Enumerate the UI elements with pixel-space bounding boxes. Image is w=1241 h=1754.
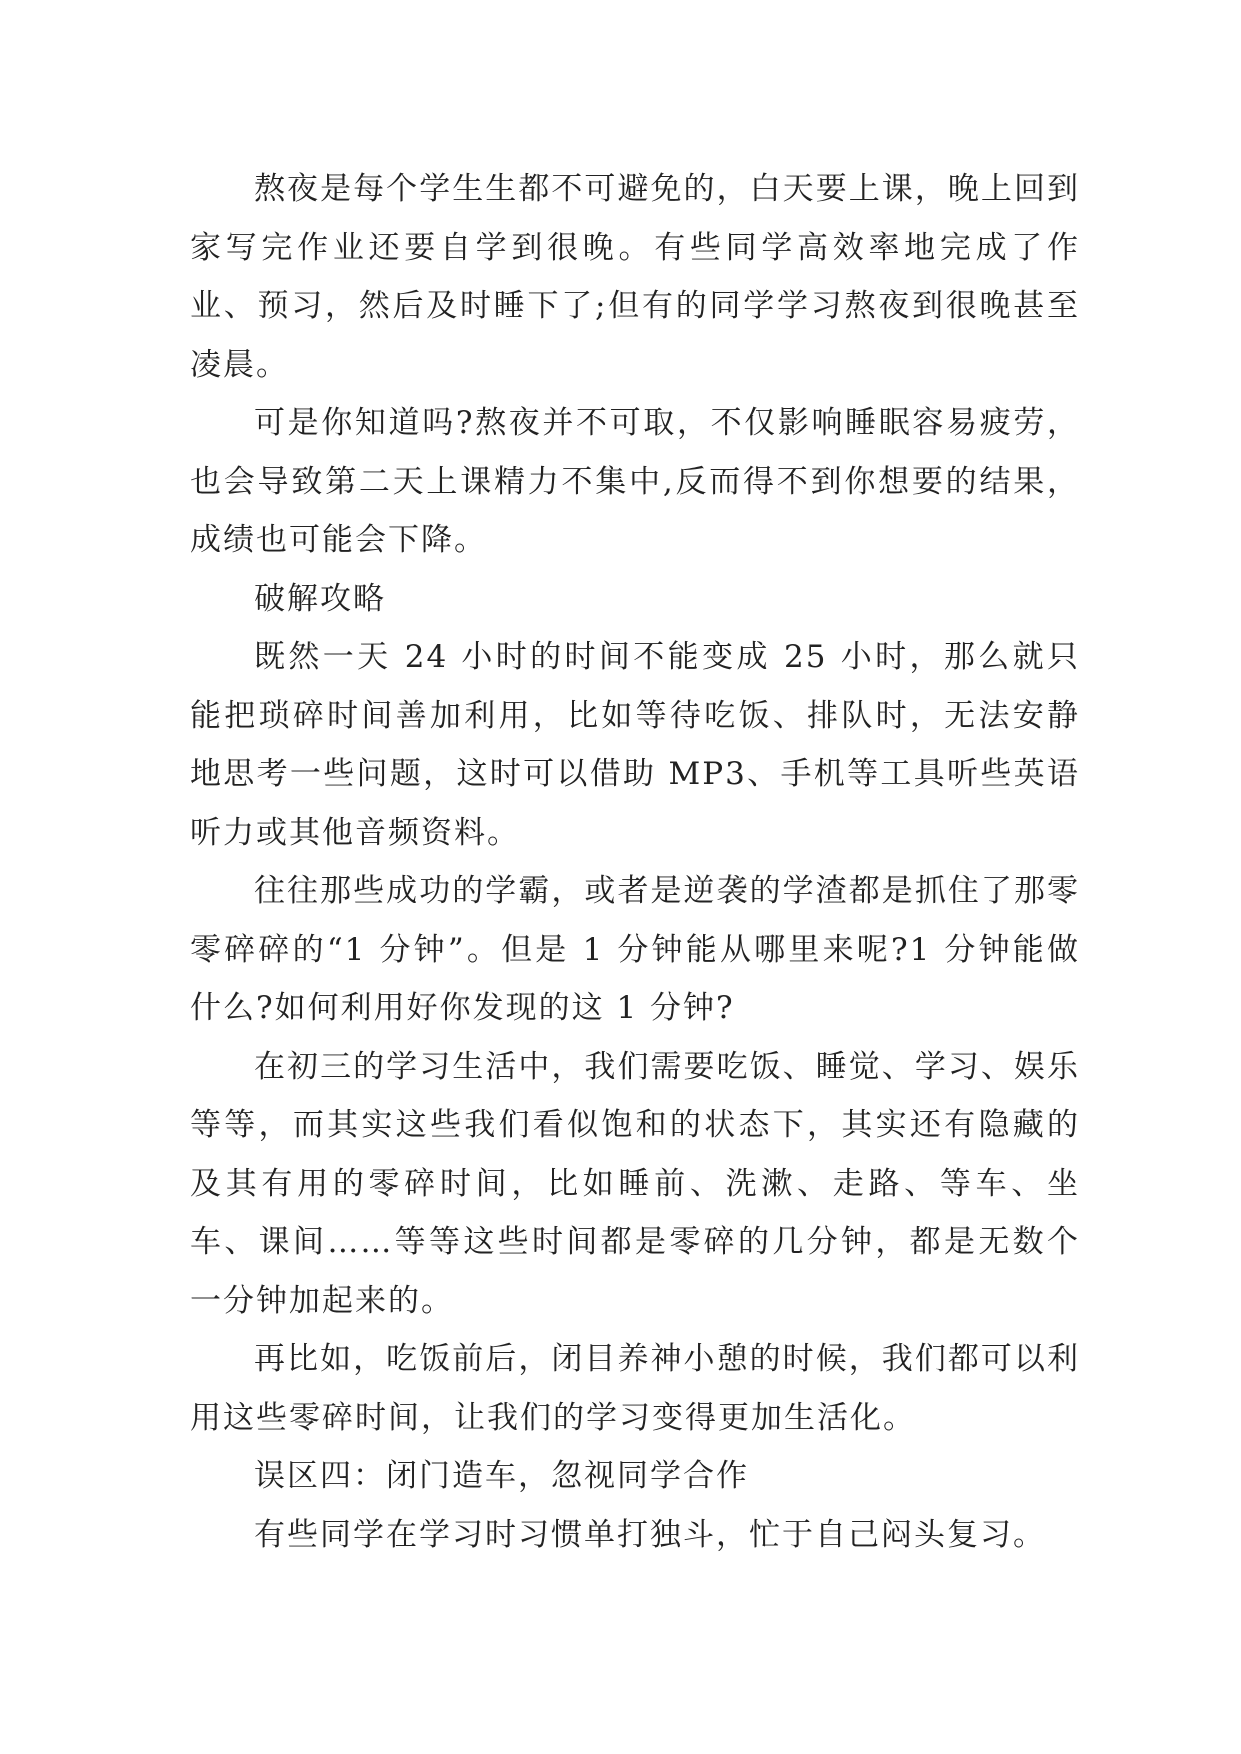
document-body [190, 160, 1080, 1564]
paragraph-staying-up-late: 熬夜是每个学生生都不可避免的，白天要上课，晚上回到家写完作业还要自学到很晚。有些同学高效率地完成了作业、预习，然后及时睡下了;但有的同学学习熬夜到很晚甚至凌晨。 [190, 171, 1080, 383]
paragraph-downsides: 可是你知道吗?熬夜并不可取，不仅影响睡眠容易疲劳，也会导致第二天上课精力不集中,反而得不到你想要的结果，成绩也可能会下降。 [190, 405, 1080, 558]
paragraph-meal-time: 再比如，吃饭前后，闭目养神小憩的时候，我们都可以利用这些零碎时间，让我们的学习变得更加生活化。 [190, 1341, 1080, 1436]
section-heading-misconception-four: 误区四：闭门造车，忽视同学合作 [254, 1458, 749, 1494]
section-heading-solution: 破解攻略 [254, 580, 386, 617]
paragraph-fragment-time: 既然一天 24 小时的时间不能变成 25 小时，那么就只能把琐碎时间善加利用，比如等待吃饭、排队时，无法安静地思考一些问题，这时可以借助 MP3、手机等工具听些英语听力或其他音频资料。 [190, 639, 1080, 851]
paragraph-daily-life: 在初三的学习生活中，我们需要吃饭、睡觉、学习、娱乐等等，而其实这些我们看似饱和的状态下，其实还有隐藏的及其有用的零碎时间，比如睡前、洗漱、走路、等车、坐车、课间……等等这些时间都是零碎的几分钟，都是无数个一分钟加起来的。 [190, 1048, 1080, 1319]
paragraph-working-alone: 有些同学在学习时习惯单打独斗，忙于自己闷头复习。 [254, 1516, 1046, 1553]
paragraph-one-minute: 往往那些成功的学霸，或者是逆袭的学渣都是抓住了那零零碎碎的“1 分钟”。但是 1 分钟能从哪里来呢?1 分钟能做什么?如何利用好你发现的这 1 分钟? [190, 873, 1080, 1026]
